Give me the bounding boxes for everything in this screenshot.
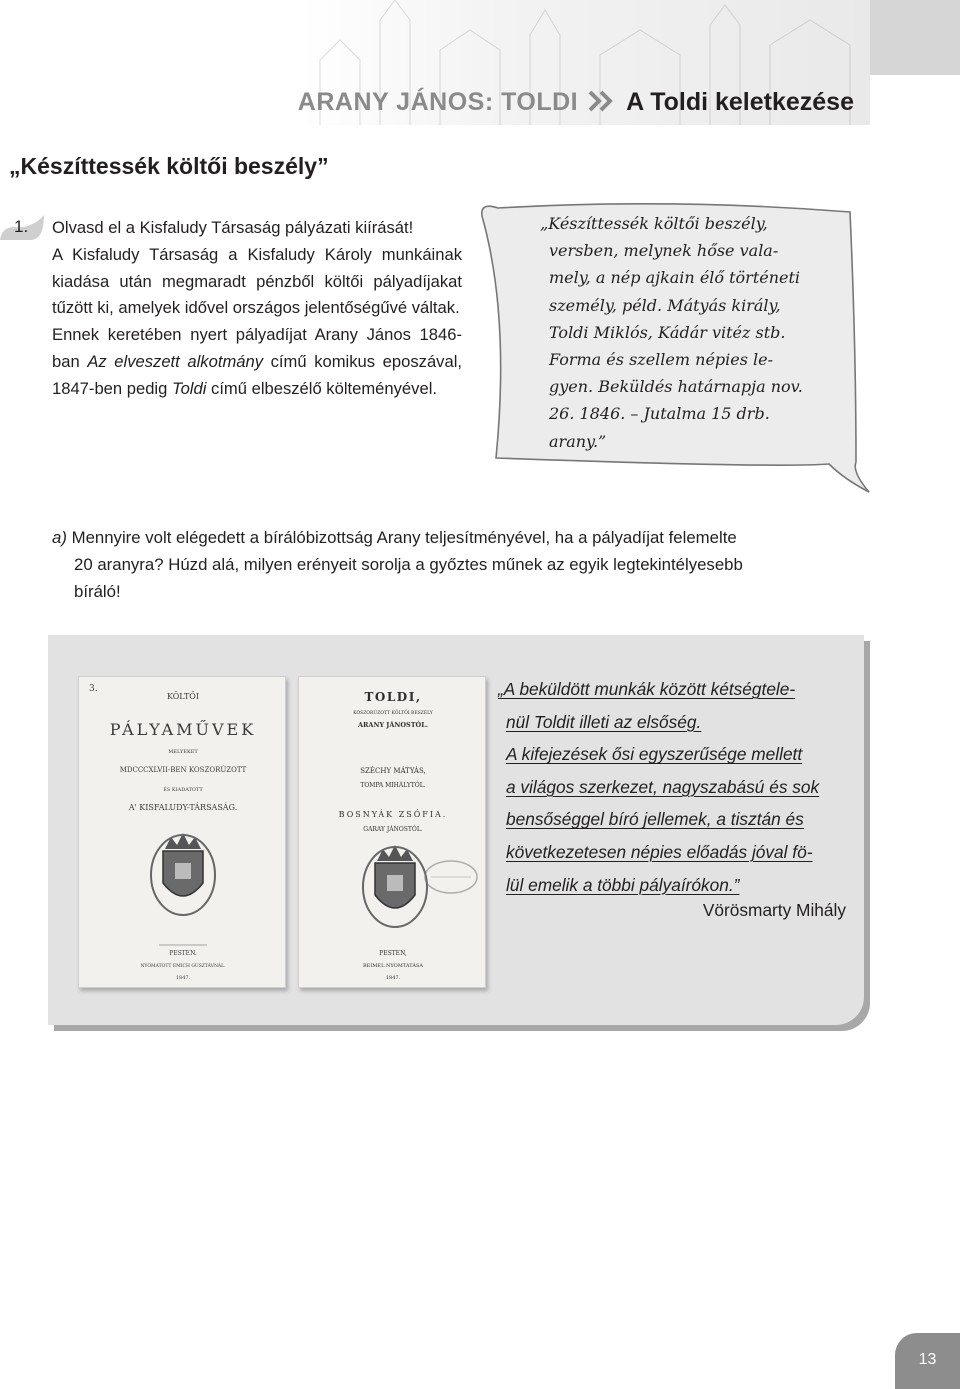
question-a: a) Mennyire volt elégedett a bírálóbizottság Arany teljesítményével, ha a pályadíjat felemelte 20 aranyra? Húzd alá, milyen erényeit sorolja a győztes műnek az egyik legtekintélyesebb bíráló! (52, 528, 743, 601)
library-stamp-icon (425, 861, 477, 893)
tp-right-line7: GARAY JÁNOSTÓL. (363, 826, 423, 833)
tp-left-line3: MELYEKET (168, 749, 198, 755)
tp-left-line6: A' KISFALUDY-TÁRSASÁG. (128, 803, 238, 812)
corner-tab (870, 0, 960, 75)
title-page-toldi (298, 676, 486, 988)
task-number: 1. (14, 217, 29, 236)
tp-right-line1: TOLDI, (364, 690, 422, 704)
intro-paragraph-2: Ennek keretében nyert pályadíjat Arany János 1846-ban Az elveszett alkotmány című komikus eposzával, 1847-ben pedig Toldi című elbeszélő költeményével. (52, 325, 463, 398)
title-page-palyamuvek (78, 676, 286, 988)
quote-author: Vörösmarty Mihály (702, 900, 846, 920)
tp-left-line2: PÁLYAMŰVEK (109, 720, 257, 739)
tp-right-line3: ARANY JÁNOSTÓL. (357, 721, 429, 729)
task-instruction: Olvasd el a Kisfaludy Társaság pályázati kiírását! (52, 218, 414, 237)
double-chevron-icon (588, 90, 614, 117)
verdict-quote: „A beküldött munkák között kétségtele- nül Toldit illeti az elsőség. A kifejezések ősi egyszerűsége mellett a világos szerkezet, nagyszabású és sok bensőséggel bíró jellemek, a tisztán és következetesen népies előadás jóval fö- lül emelik a többi pályaírókon.” (498, 679, 820, 895)
tp-left-imprint2: NYOMATOTT EMICH GUSZTÁVNÁL. (140, 964, 226, 969)
page-no: 3. (89, 684, 98, 694)
running-head (298, 88, 854, 117)
question-label: a) (52, 528, 67, 547)
book-title: ARANY JÁNOS: TOLDI (297, 88, 579, 116)
tp-left-imprint1: PESTEN. (169, 950, 197, 957)
intro-paragraph-1: A Kisfaludy Társaság a Kisfaludy Károly munkáinak kiadása után megmaradt pénzből költői pályadíjakat tűzött ki, amelyek idővel országos jelentőségűvé váltak. (52, 244, 462, 318)
coat-of-arms-icon (363, 845, 427, 927)
tp-left-line4: MDCCCXLVII-BEN KOSZORÚZOTT (119, 766, 247, 774)
tp-right-line5: TOMPA MIHÁLYTÓL. (360, 782, 426, 789)
page-number: 13 (918, 1351, 937, 1368)
tp-right-line4: SZÉCHY MÁTYÁS, (360, 767, 426, 775)
tp-right-imprint1: PESTEN, (379, 950, 407, 957)
work-title-1: Az elveszett alkotmány (87, 351, 264, 371)
tp-right-year: 1847. (385, 975, 401, 981)
tp-left-line5: ÉS KIADATOTT (163, 787, 203, 793)
task-intro (52, 215, 462, 403)
tp-right-line2: KOSZORÚZOTT KÖLTŐI BESZÉLY (353, 711, 433, 716)
section-title: „Készíttessék költői beszély” (9, 153, 329, 179)
competition-announcement: „Készíttessék költői beszély, versben, melynek hőse vala- mely, a nép ajkain élő történeti személy, péld. Mátyás király, Toldi Miklós, Kádár vitéz stb. Forma és szellem népies le- gyen. Beküldés határnapja nov. 26. 1846. – Jutalma 15 drb. arany.” (540, 214, 803, 451)
tp-left-year: 1847. (175, 975, 191, 981)
tp-right-imprint2: BEIMEL NYOMTATÁSA (363, 963, 423, 969)
tp-left-line1: KÖLTŐI (166, 692, 200, 701)
tp-right-line6: BOSNYÁK ZSÓFIA. (338, 810, 448, 819)
work-title-2: Toldi (171, 378, 207, 398)
chapter-title: A Toldi keletkezése (626, 88, 854, 116)
coat-of-arms-icon (151, 833, 215, 915)
